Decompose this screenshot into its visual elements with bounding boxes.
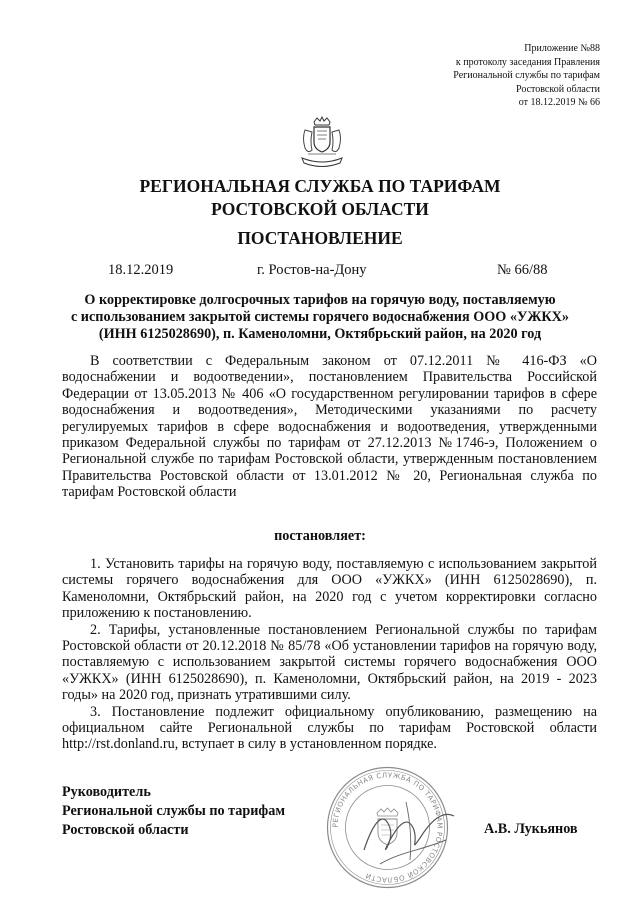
stamp-text: РЕГИОНАЛЬНАЯ СЛУЖБА ПО ТАРИФАМ РОСТОВСКОЙ ОБЛАСТИ	[331, 771, 444, 884]
signatory-title-line: Руководитель	[62, 784, 151, 800]
resolution-item: 1. Установить тарифы на горячую воду, поставляемую с использованием закрытой системы горячего водоснабжения для ООО «УЖКХ» (ИНН 6125028690), п. Каменоломни, Октябрьский район, на 2020 год с учетом корректировки согласно приложению к постановлению.	[62, 556, 597, 622]
appendix-line: Ростовской области	[516, 83, 600, 95]
document-date: 18.12.2019	[108, 262, 174, 278]
document-subject	[40, 292, 600, 343]
resolution-item: 2. Тарифы, установленные постановлением Региональной службы по тарифам Ростовской области от 20.12.2018 № 85/78 «Об установлении тарифов на горячую воду, поставляемую с использованием закрытой системы горячего водоснабжения ООО «УЖКХ» (ИНН 6125028690), п. Каменоломни, Октябрьский район, на 2019 - 2023 годы» на 2020 год, признать утратившими силу.	[62, 621, 597, 704]
resolution-items	[62, 556, 597, 753]
appendix-line: к протоколу заседания Правления	[455, 56, 600, 68]
signatory-title-line: Региональной службы по тарифам	[62, 803, 286, 819]
preamble-text: В соответствии с Федеральным законом от 07.12.2011 № 416-ФЗ «О водоснабжении и водоотведении», постановлением Правительства Российской Федерации от 13.05.2013 № 406 «О государственном регулировании тарифов в сфере водоснабжения и водоотведения», Методическими указаниями по расчету регулируемых тарифов в сфере водоснабжения и водоотведения, утвержденными приказом Федеральной службы по тарифам от 27.12.2013 №1746-э, Положением о Региональной службе по тарифам Ростовской области, утвержденным постановлением Правительства Ростовской области от 13.01.2012 № 20, Региональная служба по тарифам Ростовской области	[62, 353, 597, 501]
organization-name	[0, 175, 640, 221]
resolution-item: 3. Постановление подлежит официальному опубликованию, размещению на официальном сайте Региональной службы по тарифам Ростовской области http://rst.donland.ru, вступает в силу в установленном порядке.	[62, 703, 597, 753]
document-type: ПОСТАНОВЛЕНИЕ	[237, 228, 403, 248]
org-line: РОСТОВСКОЙ ОБЛАСТИ	[211, 199, 429, 219]
signatory-title	[62, 783, 285, 840]
document-place: г. Ростов-на-Дону	[257, 262, 367, 278]
appendix-line: Региональной службы по тарифам	[453, 70, 600, 81]
appendix-note	[453, 42, 600, 110]
subject-line: с использованием закрытой системы горячего водоснабжения ООО «УЖКХ»	[70, 309, 570, 325]
signatory-title-line: Ростовской области	[62, 822, 189, 838]
org-line: РЕГИОНАЛЬНАЯ СЛУЖБА ПО ТАРИФАМ	[139, 176, 501, 196]
handwritten-signature	[350, 780, 470, 880]
coat-of-arms-emblem	[296, 116, 348, 170]
subject-line: О корректировке долгосрочных тарифов на горячую воду, поставляемую	[84, 292, 556, 308]
preamble-paragraph	[62, 353, 597, 501]
subject-line: (ИНН 6125028690), п. Каменоломни, Октябрьский район, на 2020 год	[98, 326, 542, 342]
resolves-heading: постановляет:	[274, 528, 366, 544]
document-number: № 66/88	[497, 262, 548, 278]
signatory-name: А.В. Лукьянов	[484, 821, 578, 837]
appendix-line: от 18.12.2019 № 66	[518, 97, 600, 108]
appendix-line: Приложение №88	[524, 43, 600, 54]
